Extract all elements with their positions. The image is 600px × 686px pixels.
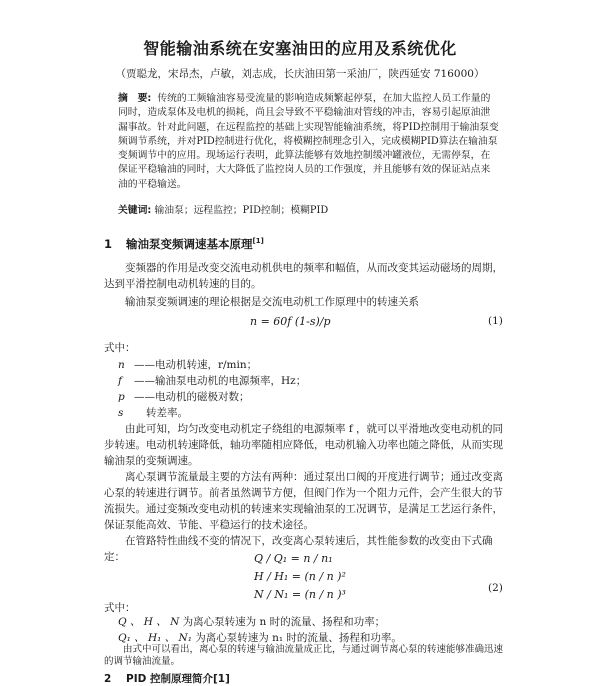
definition-n [118,357,257,372]
definition-text: ——电动机的磁极对数； [134,391,250,403]
abstract [118,92,500,192]
section-2-heading [104,671,230,686]
definition-symbol: f [118,375,122,387]
definition-text: 转差率。 [146,407,188,419]
definition-f [118,373,306,388]
equation-2-line-3: N / N₁ = (n / n )³ [254,588,346,601]
definition-symbols: Q 、 H 、 N [118,616,180,628]
definition-p [118,389,250,404]
definition-text: ——输油泵电动机的电源频率，Hz； [134,375,307,387]
section-2-title: PID 控制原理简介[1] [126,673,230,685]
definition-text: 为离心泵转速为 n₁ 时的流量、扬程和功率。 [195,632,402,644]
section-1-number: 1 [104,237,113,251]
definition-q-h-n [118,614,385,630]
author-line: （贾聪龙，宋昂杰，卢敏，刘志成，长庆油田第一采油厂，陕西延安 716000） [115,68,485,80]
definition-symbols: Q₁ 、 H₁ 、 N₁ [118,632,192,644]
keywords [118,204,500,218]
equation-2-number: (2) [488,582,503,594]
where-label-1: 式中： [104,342,136,354]
section-1-heading [104,236,264,252]
equation-1-number: (1) [488,315,503,327]
paragraph-4: 离心泵调节流量最主要的方法有两种：通过泵出口阀的开度进行调节；通过改变离心泵的转速进行调节。前者虽然调节方便，但阀门作为一个阻力元件，会产生很大的节流损失。通过变频改变电动机的转速来实现输油泵的工况调节，是满足工艺运行条件，保证泵能高效、节能、平稳运行的技术途径。 [104,471,503,531]
paragraph-2: 输油泵变频调速的理论根据是交流电动机工作原理中的转速关系 [125,296,419,308]
paragraph-1: 变频器的作用是改变交流电动机供电的频率和幅值，从而改变其运动磁场的周期，达到平滑控制电动机转速的目的。 [104,262,503,290]
equation-2-line-2: H / H₁ = (n / n )² [254,570,346,583]
definition-symbol: s [118,407,124,419]
paragraph-3: 由此可知，均匀改变电动机定子绕组的电源频率 f ，就可以平滑地改变电动机的同步转速。电动机转速降低，轴功率随相应降低，电动机输入功率也随之降低，从而实现输油泵的变频调速。 [104,423,504,467]
paragraph-5: 在管路特性曲线不变的情况下，改变离心泵转速后，其性能参数的改变由下式确定： [104,535,493,563]
where-label-2: 式中： [104,602,136,614]
definition-text: 为离心泵转速为 n 时的流量、扬程和功率； [182,616,386,628]
section-1-ref: [1] [252,237,264,246]
section-1-title: 输油泵变频调速基本原理 [126,237,253,251]
keywords-label: 关键词: [118,205,152,216]
keywords-text: 输油泵；远程监控；PID控制；模糊PID [154,205,329,216]
paper-title: 智能输油系统在安塞油田的应用及系统优化 [143,39,457,58]
section-2-number: 2 [104,673,112,685]
abstract-text: 传统的工频输油容易受流量的影响造成频繁起停泵，在加大监控人员工作量的同时，造成泵体及电机的损耗，尚且会导致不平稳输油对管线的冲击，容易引起原油泄漏事故。针对此问题，在远程监控的基础上实现智能输油系统，将PID控制用于输油泵变频调节系统，并对PID控制进行优化，将模糊控制理念引入，完成模糊PID算法在输油泵变频调节中的应用。现场运行表明，此算法能够有效地控制缓冲罐液位，无需停泵，在保证平稳输油的同时，大大降低了监控岗人员的工作强度，并且能够有效的保证站点来油的平稳输送。 [118,93,499,190]
equation-1: n = 60f (1-s)/p [250,315,331,328]
definition-symbol: p [118,391,125,403]
abstract-label: 摘 要: [118,93,152,104]
definition-text: ——电动机转速，r/min； [134,359,258,371]
paragraph-6: 由式中可以看出，离心泵的转速与输油流量成正比，与通过调节离心泵的转速能够准确迅速的调节输油流量。 [104,644,504,667]
definition-s [118,405,188,420]
equation-2-line-1: Q / Q₁ = n / n₁ [254,552,333,565]
definition-symbol: n [118,359,125,371]
